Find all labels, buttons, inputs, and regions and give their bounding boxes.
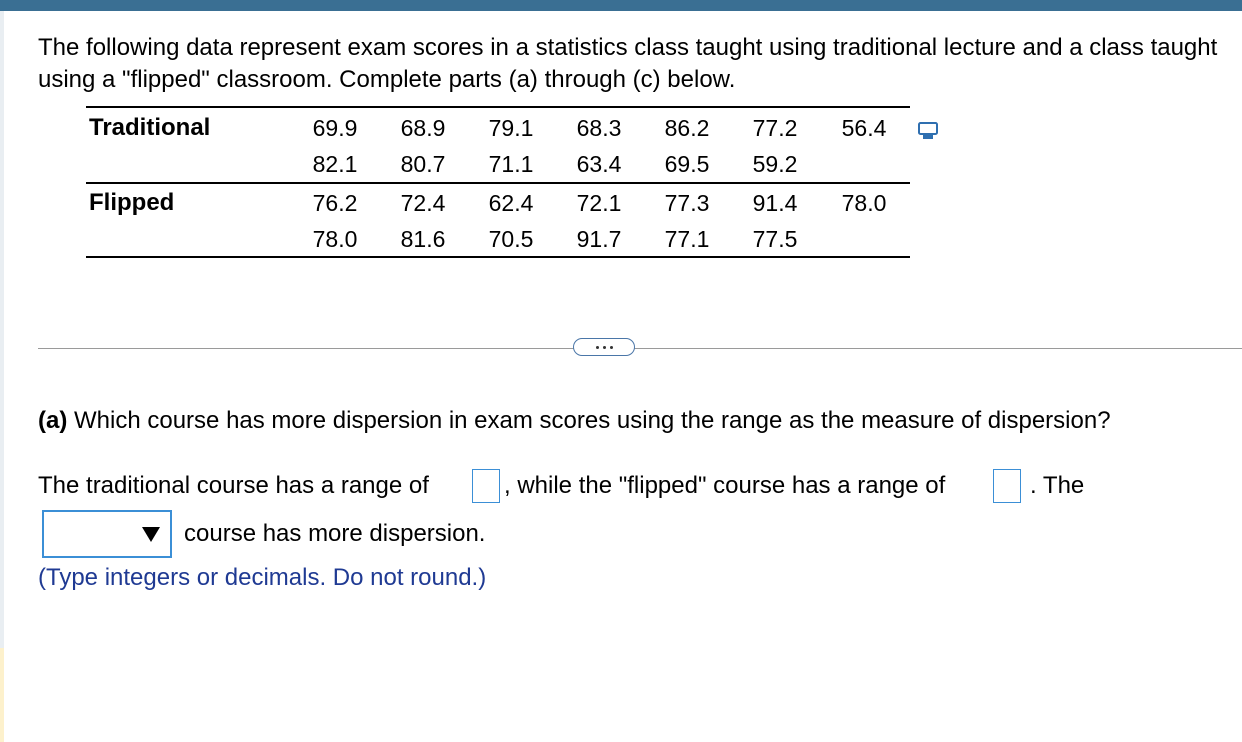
flipped-range-input[interactable] xyxy=(993,469,1021,503)
traditional-score: 56.4 xyxy=(841,115,887,141)
traditional-score: 59.2 xyxy=(752,151,798,177)
traditional-score: 80.7 xyxy=(400,151,446,177)
table-top-rule xyxy=(86,106,910,108)
top-bar xyxy=(0,0,1242,11)
more-ellipsis-icon xyxy=(596,346,599,349)
traditional-score: 69.9 xyxy=(312,115,358,141)
more-ellipsis-icon xyxy=(603,346,606,349)
section-divider xyxy=(38,348,1242,349)
row-label-flipped: Flipped xyxy=(89,189,175,216)
more-dispersion-dropdown[interactable] xyxy=(42,510,172,558)
problem-intro: The following data represent exam scores in a statistics class taught using traditional lecture and a class taught using a "flipped" classroom. Complete parts (a) through (c) below. xyxy=(38,34,1218,93)
traditional-score: 63.4 xyxy=(576,151,622,177)
left-edge-highlight xyxy=(0,648,4,742)
flipped-score: 72.4 xyxy=(400,190,446,216)
flipped-score: 70.5 xyxy=(488,226,534,252)
sentence-part3: . The xyxy=(1030,472,1085,499)
more-ellipsis-icon xyxy=(610,346,613,349)
answer-format-hint: (Type integers or decimals. Do not round.) xyxy=(38,564,487,591)
table-bottom-rule xyxy=(86,256,910,258)
flipped-score: 77.3 xyxy=(664,190,710,216)
flipped-score: 77.5 xyxy=(752,226,798,252)
flipped-score: 81.6 xyxy=(400,226,446,252)
sentence-part2: , while the "flipped" course has a range of xyxy=(504,472,946,499)
traditional-score: 82.1 xyxy=(312,151,358,177)
row-label-traditional: Traditional xyxy=(89,114,211,141)
sentence-part1: The traditional course has a range of xyxy=(38,472,429,499)
traditional-score: 69.5 xyxy=(664,151,710,177)
traditional-score: 71.1 xyxy=(488,151,534,177)
left-edge xyxy=(0,11,4,742)
traditional-score: 68.9 xyxy=(400,115,446,141)
flipped-score: 77.1 xyxy=(664,226,710,252)
traditional-score: 86.2 xyxy=(664,115,710,141)
traditional-range-input[interactable] xyxy=(472,469,500,503)
flipped-score: 72.1 xyxy=(576,190,622,216)
question-a-label: (a) xyxy=(38,407,68,434)
question-a-text: Which course has more dispersion in exam scores using the range as the measure of dispersion? xyxy=(67,407,1111,434)
flipped-score: 91.7 xyxy=(576,226,622,252)
flipped-score: 78.0 xyxy=(841,190,887,216)
traditional-score: 68.3 xyxy=(576,115,622,141)
flipped-score: 62.4 xyxy=(488,190,534,216)
traditional-score: 79.1 xyxy=(488,115,534,141)
flipped-score: 76.2 xyxy=(312,190,358,216)
dropdown-arrow-icon xyxy=(142,527,160,542)
flipped-score: 91.4 xyxy=(752,190,798,216)
sentence-part4: course has more dispersion. xyxy=(184,520,486,547)
flipped-score: 78.0 xyxy=(312,226,358,252)
traditional-score: 77.2 xyxy=(752,115,798,141)
copy-data-icon[interactable] xyxy=(916,121,940,141)
show-more-button[interactable] xyxy=(573,338,635,356)
question-a xyxy=(38,405,1111,437)
table-middle-rule xyxy=(86,182,910,184)
